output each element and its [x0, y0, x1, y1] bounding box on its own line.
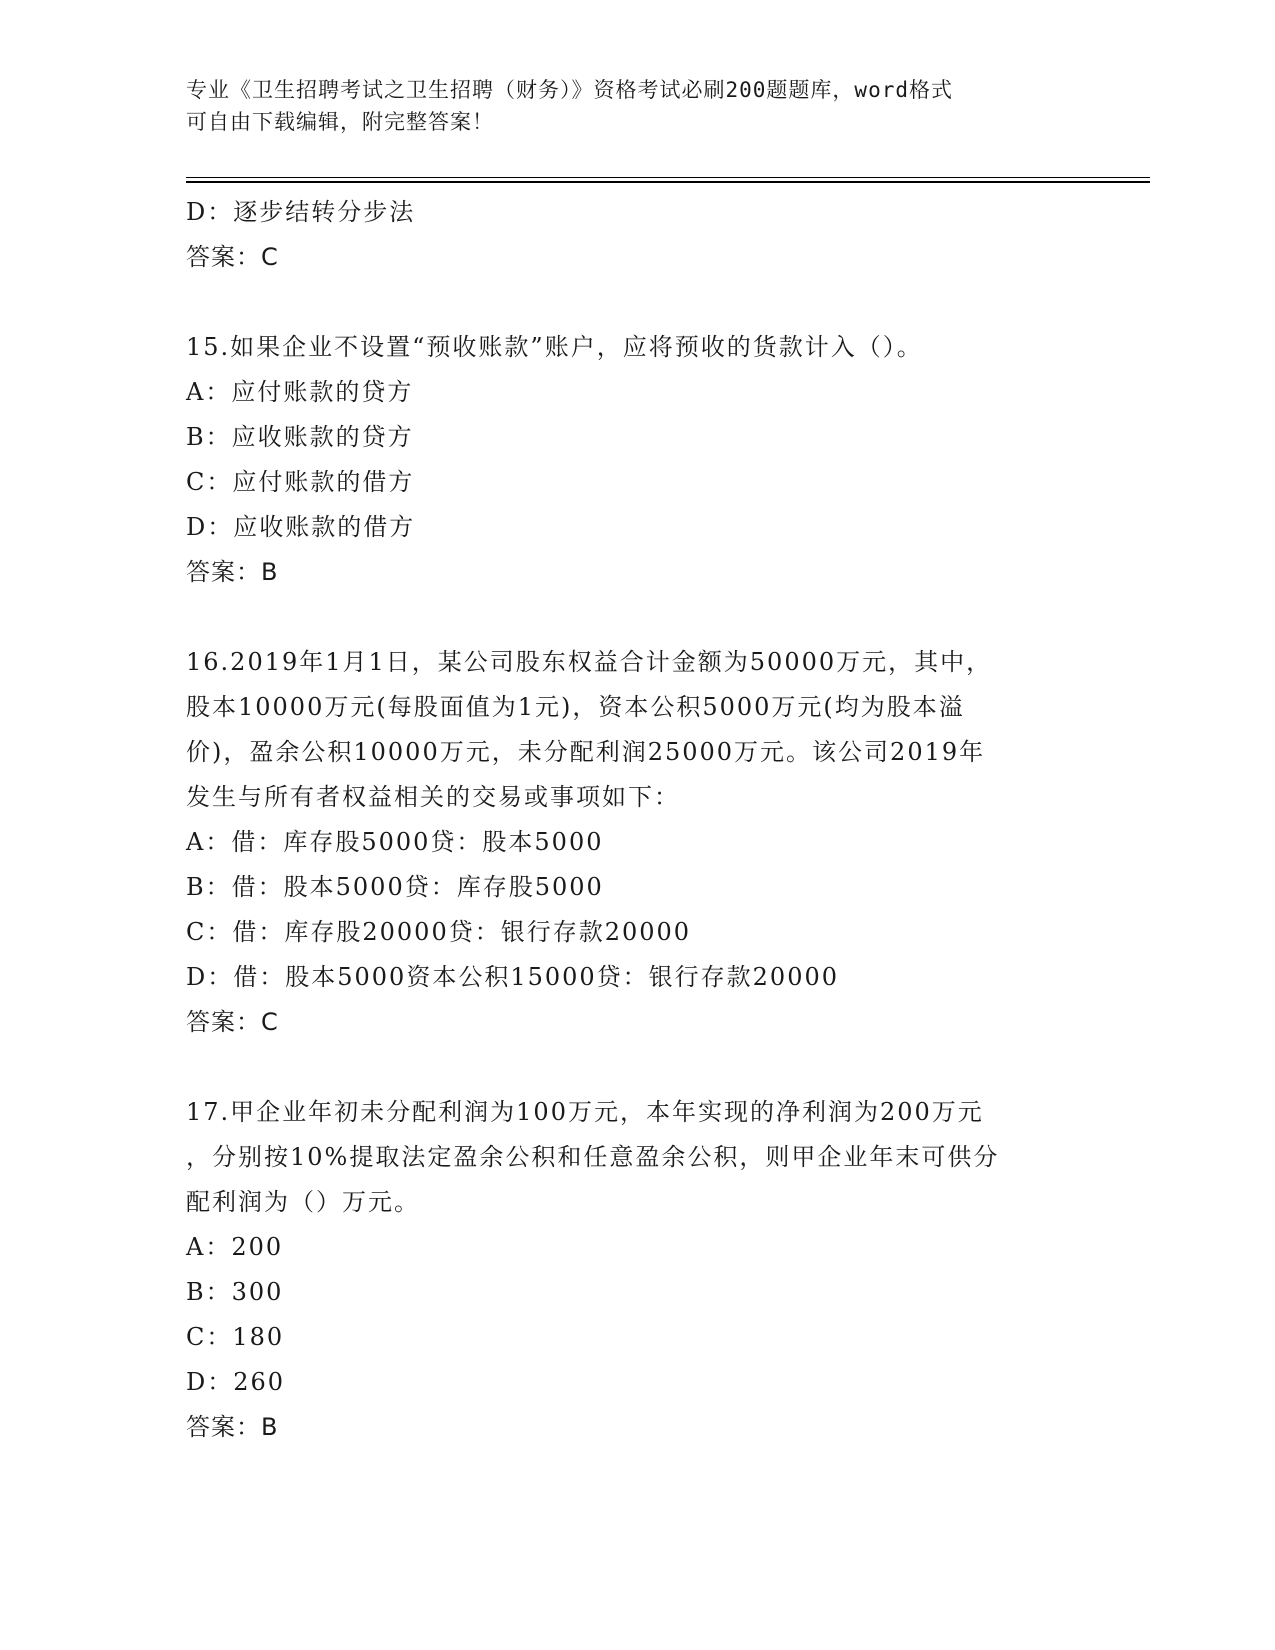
answer-line: 答案：B	[186, 558, 279, 586]
option-c: C：借：库存股20000贷：银行存款20000	[186, 918, 692, 946]
option-d: D：260	[186, 1368, 286, 1396]
answer-line: 答案：B	[186, 1413, 279, 1441]
option-b: B：300	[186, 1278, 284, 1306]
header-divider-thin	[186, 177, 1150, 178]
question-content	[186, 190, 1086, 1450]
option-b: B：应收账款的贷方	[186, 423, 414, 451]
question-15	[186, 325, 1086, 595]
option-b: B：借：股本5000贷：库存股5000	[186, 873, 604, 901]
answer-line: 答案：C	[186, 1008, 279, 1036]
option-a: A：应付账款的贷方	[186, 378, 414, 406]
question-stem-line-3: 配利润为（）万元。	[186, 1188, 420, 1216]
question-17	[186, 1090, 1086, 1450]
option-d: D：逐步结转分步法	[186, 198, 416, 226]
header-title-line-2: 可自由下载编辑，附完整答案！	[186, 110, 494, 134]
document-header	[186, 74, 1086, 138]
header-title-line-1: 专业《卫生招聘考试之卫生招聘（财务）》资格考试必刷200题题库，word格式	[186, 78, 953, 102]
option-a: A：200	[186, 1233, 284, 1261]
option-d: D：借：股本5000资本公积15000贷：银行存款20000	[186, 963, 840, 991]
question-stem-line-1: 17.甲企业年初未分配利润为100万元，本年实现的净利润为200万元	[186, 1098, 984, 1126]
option-c: C：180	[186, 1323, 285, 1351]
option-d: D：应收账款的借方	[186, 513, 416, 541]
question-stem-line-2: 股本10000万元(每股面值为1元)，资本公积5000万元(均为股本溢	[186, 693, 965, 721]
question-16	[186, 640, 1086, 1045]
spacer	[186, 595, 1086, 640]
option-a: A：借：库存股5000贷：股本5000	[186, 828, 604, 856]
question-stem-line-3: 价)，盈余公积10000万元，未分配利润25000万元。该公司2019年	[186, 738, 986, 766]
header-divider-thick	[186, 181, 1150, 183]
spacer	[186, 1045, 1086, 1090]
question-stem-line-4: 发生与所有者权益相关的交易或事项如下：	[186, 783, 680, 811]
spacer	[186, 280, 1086, 325]
question-stem-line-1: 16.2019年1月1日，某公司股东权益合计金额为50000万元，其中，	[186, 648, 993, 676]
question-stem: 15.如果企业不设置“预收账款”账户，应将预收的货款计入（）。	[186, 333, 923, 361]
question-stem-line-2: ，分别按10%提取法定盈余公积和任意盈余公积，则甲企业年末可供分	[186, 1143, 1000, 1171]
previous-question-fragment	[186, 190, 1086, 280]
answer-line: 答案：C	[186, 243, 279, 271]
option-c: C：应付账款的借方	[186, 468, 415, 496]
